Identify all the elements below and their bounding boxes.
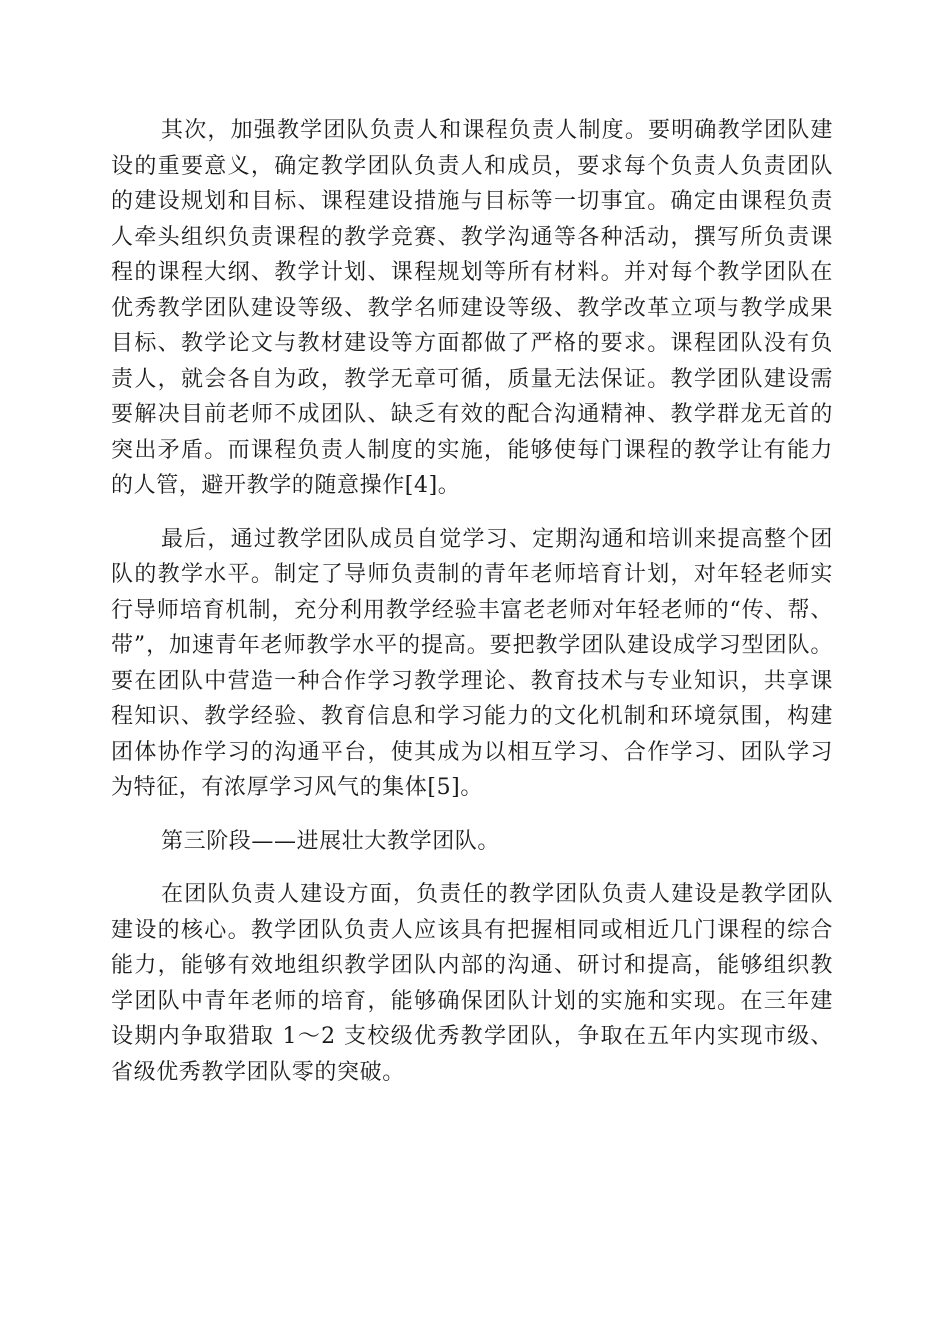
paragraph-team-leader-system: 其次，加强教学团队负责人和课程负责人制度。要明确教学团队建设的重要意义，确定教学团队负责人和成员，要求每个负责人负责团队的建设规划和目标、课程建设措施与目标等一切事宜。确定由课程负责人牵头组织负责课程的教学竞赛、教学沟通等各种活动，撰写所负责课程的课程大纲、教学计划、课程规划等所有材料。并对每个教学团队在优秀教学团队建设等级、教学名师建设等级、教学改革立项与教学成果目标、教学论文与教材建设等方面都做了严格的要求。课程团队没有负责人，就会各自为政，教学无章可循，质量无法保证。教学团队建设需要解决目前老师不成团队、缺乏有效的配合沟通精神、教学群龙无首的突出矛盾。而课程负责人制度的实施，能够使每门课程的教学让有能力的人管，避开教学的随意操作[4]。 xyxy=(111,118,833,498)
paragraph-team-learning: 最后，通过教学团队成员自觉学习、定期沟通和培训来提高整个团队的教学水平。制定了导师负责制的青年老师培育计划，对年轻老师实行导师培育机制，充分利用教学经验丰富老老师对年轻老师的“传、帮、带”，加速青年老师教学水平的提高。要把教学团队建设成学习型团队。要在团队中营造一种合作学习教学理论、教育技术与专业知识，共享课程知识、教学经验、教育信息和学习能力的文化机制和环境氛围，构建团体协作学习的沟通平台，使其成为以相互学习、合作学习、团队学习为特征，有浓厚学习风气的集体[5]。 xyxy=(111,526,833,800)
paragraph-leader-development: 在团队负责人建设方面，负责任的教学团队负责人建设是教学团队建设的核心。教学团队负责人应该具有把握相同或相近几门课程的综合能力，能够有效地组织教学团队内部的沟通、研讨和提高，能够组织教学团队中青年老师的培育，能够确保团队计划的实施和实现。在三年建设期内争取猎取 1～2 支校级优秀教学团队，争取在五年内实现市级、省级优秀教学团队零的突破。 xyxy=(111,882,833,1085)
document-body xyxy=(111,113,833,1108)
paragraph-stage-three-heading: 第三阶段——进展壮大教学团队。 xyxy=(161,828,501,854)
